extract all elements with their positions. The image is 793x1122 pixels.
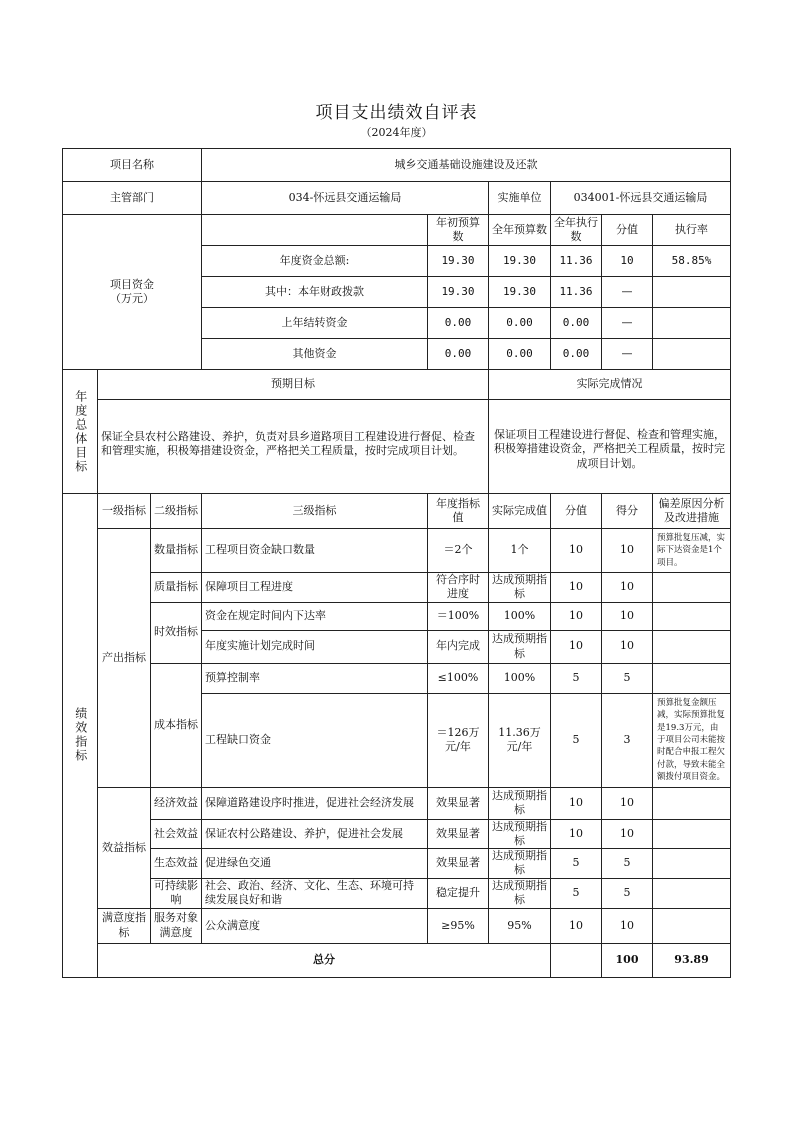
funds-score-value: — (602, 277, 653, 308)
total-score: 93.89 (653, 943, 731, 977)
level2-cost: 成本指标 (151, 663, 202, 787)
indicator-score: 10 (602, 630, 653, 663)
indicator-value: 5 (551, 849, 602, 879)
level2-quantity: 数量指标 (151, 529, 202, 573)
funds-header-cell: 年初预算数 (428, 215, 489, 246)
funds-initial: 0.00 (428, 339, 489, 370)
indicator-note (653, 573, 731, 603)
indicator-name: 工程项目资金缺口数量 (202, 529, 428, 573)
indicator-note (653, 663, 731, 693)
indicator-header-cell: 得分 (602, 494, 653, 529)
indicator-name: 预算控制率 (202, 663, 428, 693)
indicator-score: 5 (602, 663, 653, 693)
indicator-note (653, 602, 731, 630)
indicator-name: 公众满意度 (202, 908, 428, 943)
indicator-actual: 达成预期指标 (489, 573, 551, 603)
funds-rate (653, 308, 731, 339)
total-value: 100 (602, 943, 653, 977)
funds-row-label: 其他资金 (202, 339, 428, 370)
indicator-actual: 达成预期指标 (489, 819, 551, 849)
funds-row-label: 其中：本年财政拨款 (202, 277, 428, 308)
funds-header-blank (202, 215, 428, 246)
funds-score-value: — (602, 339, 653, 370)
indicator-value: 5 (551, 878, 602, 908)
indicator-target: 效果显著 (428, 849, 489, 879)
funds-header-cell: 执行率 (653, 215, 731, 246)
actual-status-text: 保证项目工程建设进行督促、检查和管理实施，积极筹措建设资金，严格把关工程质量，按时完成项目计划。 (489, 400, 731, 494)
indicator-target: ＝2个 (428, 529, 489, 573)
funds-header-cell: 全年预算数 (489, 215, 551, 246)
indicator-header-cell: 偏差原因分析及改进措施 (653, 494, 731, 529)
indicator-score: 5 (602, 849, 653, 879)
funds-score-value: 10 (602, 246, 653, 277)
indicator-actual: 1个 (489, 529, 551, 573)
funds-annual: 0.00 (489, 308, 551, 339)
indicator-target: ≤100% (428, 663, 489, 693)
indicator-header-cell: 实际完成值 (489, 494, 551, 529)
funds-row-label: 年度资金总额: (202, 246, 428, 277)
level2-economic: 经济效益 (151, 787, 202, 819)
indicator-target: 年内完成 (428, 630, 489, 663)
indicator-score: 5 (602, 878, 653, 908)
indicator-target: ＝100% (428, 602, 489, 630)
indicator-note (653, 630, 731, 663)
page-subtitle: （2024年度） (360, 126, 433, 139)
funds-rate (653, 277, 731, 308)
indicator-value: 5 (551, 663, 602, 693)
actual-status-header: 实际完成情况 (489, 370, 731, 400)
funds-label: 项目资金 （万元） (63, 215, 202, 370)
indicator-actual: 100% (489, 602, 551, 630)
indicator-value: 10 (551, 602, 602, 630)
indicator-value: 10 (551, 529, 602, 573)
indicator-actual: 达成预期指标 (489, 878, 551, 908)
indicator-note (653, 849, 731, 879)
level2-timeliness: 时效指标 (151, 602, 202, 663)
indicator-name: 保障道路建设序时推进，促进社会经济发展 (202, 787, 428, 819)
supervisor-label: 主管部门 (63, 182, 202, 215)
funds-score-value: — (602, 308, 653, 339)
indicator-value: 10 (551, 908, 602, 943)
indicator-target: 稳定提升 (428, 878, 489, 908)
indicator-actual: 达成预期指标 (489, 787, 551, 819)
self-evaluation-table (62, 148, 731, 978)
level2-service: 服务对象满意度 (151, 908, 202, 943)
indicator-value: 10 (551, 630, 602, 663)
indicator-value: 10 (551, 787, 602, 819)
total-blank (551, 943, 602, 977)
indicator-header-cell: 二级指标 (151, 494, 202, 529)
funds-initial: 19.30 (428, 246, 489, 277)
funds-rate: 58.85% (653, 246, 731, 277)
funds-annual: 19.30 (489, 277, 551, 308)
indicator-header-cell: 分值 (551, 494, 602, 529)
indicator-header-cell: 一级指标 (98, 494, 151, 529)
indicator-name: 保障项目工程进度 (202, 573, 428, 603)
funds-executed: 11.36 (551, 246, 602, 277)
indicator-score: 10 (602, 602, 653, 630)
indicator-name: 促进绿色交通 (202, 849, 428, 879)
indicator-score: 10 (602, 573, 653, 603)
indicator-note (653, 787, 731, 819)
indicator-note (653, 878, 731, 908)
indicator-score: 10 (602, 819, 653, 849)
indicator-target: ≥95% (428, 908, 489, 943)
funds-executed: 0.00 (551, 339, 602, 370)
indicator-actual: 100% (489, 663, 551, 693)
indicator-value: 5 (551, 693, 602, 787)
indicator-target: 符合序时进度 (428, 573, 489, 603)
indicator-target: 效果显著 (428, 819, 489, 849)
indicator-note: 预算批复金额压减，实际预算批复是19.3万元，由于项目公司未能按时配合申报工程欠付款，导致未能全额拨付项目资金。 (653, 693, 731, 787)
funds-initial: 0.00 (428, 308, 489, 339)
funds-annual: 19.30 (489, 246, 551, 277)
level1-satisfaction: 满意度指标 (98, 908, 151, 943)
level1-output: 产出指标 (98, 529, 151, 788)
total-label: 总分 (98, 943, 551, 977)
indicator-actual: 达成预期指标 (489, 630, 551, 663)
indicator-score: 10 (602, 908, 653, 943)
funds-executed: 0.00 (551, 308, 602, 339)
level2-quality: 质量指标 (151, 573, 202, 603)
performance-label-text: 绩效指标 (73, 707, 88, 764)
indicator-name: 保证农村公路建设、养护，促进社会发展 (202, 819, 428, 849)
funds-header-cell: 分值 (602, 215, 653, 246)
indicator-target: 效果显著 (428, 787, 489, 819)
indicator-name: 社会、政治、经济、文化、生态、环境可持续发展良好和谐 (202, 878, 428, 908)
indicator-note (653, 908, 731, 943)
funds-header-cell: 全年执行数 (551, 215, 602, 246)
indicator-score: 3 (602, 693, 653, 787)
funds-executed: 11.36 (551, 277, 602, 308)
funds-row-label: 上年结转资金 (202, 308, 428, 339)
indicator-score: 10 (602, 529, 653, 573)
indicator-value: 10 (551, 819, 602, 849)
performance-label (63, 494, 98, 978)
indicator-score: 10 (602, 787, 653, 819)
indicator-name: 资金在规定时间内下达率 (202, 602, 428, 630)
supervisor-value: 034-怀远县交通运输局 (202, 182, 489, 215)
annual-goal-label (63, 370, 98, 494)
project-name-label: 项目名称 (63, 149, 202, 182)
level1-benefit: 效益指标 (98, 787, 151, 908)
indicator-header-cell: 年度指标值 (428, 494, 489, 529)
indicator-actual: 达成预期指标 (489, 849, 551, 879)
implementer-label: 实施单位 (489, 182, 551, 215)
indicator-name: 年度实施计划完成时间 (202, 630, 428, 663)
project-name-value: 城乡交通基础设施建设及还款 (202, 149, 731, 182)
page-title: 项目支出绩效自评表 (315, 103, 478, 123)
funds-annual: 0.00 (489, 339, 551, 370)
indicator-value: 10 (551, 573, 602, 603)
annual-goal-label-text: 年度总体目标 (73, 389, 88, 474)
expected-goal-text: 保证全县农村公路建设、养护，负责对县乡道路项目工程建设进行督促、检查和管理实施，积极筹措建设资金，严格把关工程质量，按时完成项目计划。 (98, 400, 489, 494)
indicator-note: 预算批复压减，实际下达资金是1个项目。 (653, 529, 731, 573)
level2-social: 社会效益 (151, 819, 202, 849)
implementer-value: 034001-怀远县交通运输局 (551, 182, 731, 215)
level2-ecological: 生态效益 (151, 849, 202, 879)
indicator-name: 工程缺口资金 (202, 693, 428, 787)
indicator-actual: 95% (489, 908, 551, 943)
funds-rate (653, 339, 731, 370)
expected-goal-header: 预期目标 (98, 370, 489, 400)
level2-sustainable: 可持续影响 (151, 878, 202, 908)
funds-initial: 19.30 (428, 277, 489, 308)
indicator-actual: 11.36万元/年 (489, 693, 551, 787)
indicator-target: ＝126万元/年 (428, 693, 489, 787)
indicator-header-cell: 三级指标 (202, 494, 428, 529)
indicator-note (653, 819, 731, 849)
